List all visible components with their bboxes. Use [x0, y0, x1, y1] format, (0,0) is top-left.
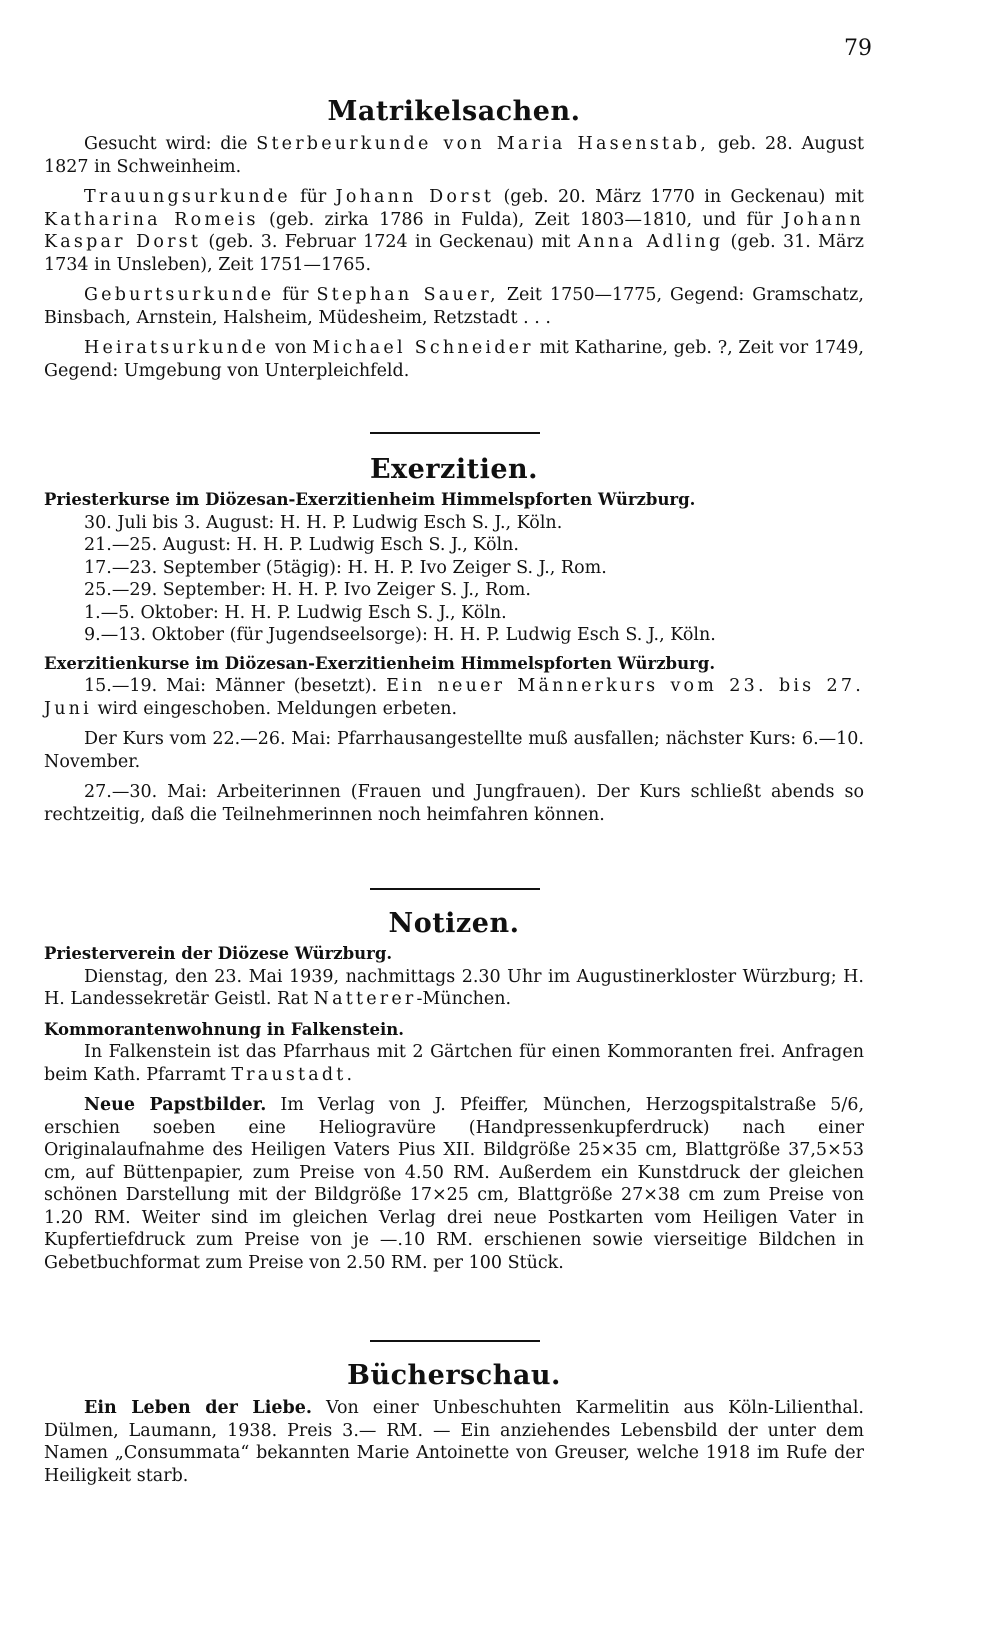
- spaced-text: Heiratsurkunde: [84, 338, 270, 358]
- text: -München.: [416, 989, 512, 1009]
- text: geb. 28. August 1827 in Schweinheim.: [44, 134, 864, 177]
- section-matrikel: [44, 96, 864, 382]
- section-notizen: [44, 908, 864, 1274]
- paragraph-geburtsurkunde: [44, 284, 864, 329]
- spaced-text: Ein neuer Männerkurs vom 23. bis 27. Juni: [44, 676, 864, 719]
- text: wird eingeschoben. Meldungen erbeten.: [97, 698, 458, 719]
- spaced-text: Stephan Sauer,: [316, 285, 499, 305]
- text: für: [282, 285, 309, 305]
- list-item: 25.—29. September: H. H. P. Ivo Zeiger S. J., Rom.: [84, 580, 531, 600]
- list-item: 1.—5. Oktober: H. H. P. Ludwig Esch S. J., Köln.: [84, 602, 507, 623]
- spaced-text: Natterer: [313, 989, 417, 1009]
- list-item: 30. Juli bis 3. August: H. H. P. Ludwig Esch S. J., Köln.: [84, 512, 563, 533]
- subheading-priesterverein: Priesterverein der Diözese Würzburg.: [44, 944, 393, 963]
- divider: [370, 888, 540, 890]
- text: In Falkenstein ist das Pfarrhaus mit 2 Gärtchen für einen Kommoranten frei. Anfragen beim Kath. Pfarramt: [44, 1042, 864, 1085]
- spaced-text: Johann Kaspar Dorst: [44, 209, 864, 252]
- text: für: [300, 187, 327, 207]
- section-buecherschau: [44, 1360, 864, 1487]
- text: Dienstag, den 23. Mai 1939, nachmittags 2.30 Uhr im Augustinerkloster Würzburg; H. H. Landessekretär Geistl. Rat: [44, 966, 864, 1009]
- lead-in: Neue Papstbilder.: [84, 1095, 267, 1115]
- heading-exerzitien: Exerzitien.: [369, 454, 539, 485]
- text: (geb. 31. März 1734 in Unsleben), Zeit 1751—1765.: [44, 232, 864, 275]
- text: von: [274, 338, 307, 358]
- heading-notizen: Notizen.: [388, 908, 520, 939]
- text: (geb. zirka 1786 in Fulda), Zeit 1803—1810, und für: [269, 209, 773, 230]
- spaced-text: Trauungsurkunde: [84, 187, 291, 207]
- spaced-text: Geburtsurkunde: [84, 285, 275, 305]
- subheading-priesterkurse: Priesterkurse im Diözesan-Exerzitienheim Himmelspforten Würzburg.: [44, 490, 696, 509]
- divider: [370, 432, 540, 434]
- list-item: 9.—13. Oktober (für Jugendseelsorge): H. H. P. Ludwig Esch S. J., Köln.: [84, 625, 716, 645]
- paragraph-buchbesprechung: [44, 1397, 864, 1487]
- spaced-text: Katharina Romeis: [44, 209, 259, 230]
- spaced-text: Johann Dorst: [335, 187, 495, 207]
- divider: [370, 1340, 540, 1342]
- text: Von einer Unbeschuhten Karmelitin aus Köln-Lilienthal. Dülmen, Laumann, 1938. Preis 3.— RM. — Ein anziehendes Lebensbild der unter dem Namen „Consummata“ bekannten Marie Antoinette von Greuser, welche 1918 im Rufe der Heiligkeit starb.: [44, 1398, 864, 1486]
- course-list: [44, 512, 864, 647]
- page-number: 79: [844, 36, 872, 61]
- paragraph-heiratsurkunde: [44, 337, 864, 382]
- text: Gesucht wird: die: [84, 134, 248, 154]
- spaced-text: Michael Schneider: [312, 338, 534, 358]
- paragraph-papstbilder: [44, 1094, 864, 1274]
- text: Im Verlag von J. Pfeiffer, München, Herzogspitalstraße 5/6, erschien soeben eine Heliogravüre (Handpressenkupferdruck) nach einer Originalaufnahme des Heiligen Vaters Pius XII. Bildgröße 25×35 cm, Blattgröße 37,5×53 cm, auf Büttenpapier, zum Preise von 4.50 RM. Außerdem ein Kunstdruck der gleichen schönen Darstellung mit der Bildgröße 17×25 cm, Blattgröße 27×38 cm zum Preise von 1.20 RM. Weiter sind im gleichen Verlag drei neue Postkarten vom Heiligen Vater in Kupfertiefdruck zum Preise von je —.10 RM. erschienen sowie vierseitige Bildchen in Gebetbuchformat zum Preise von 2.50 RM. per 100 Stück.: [44, 1095, 865, 1273]
- text: mit Katharine, geb. ?, Zeit vor 1749, Gegend: Umgebung von Unterpleichfeld.: [44, 338, 864, 381]
- paragraph-sterbeurkunde: [44, 133, 864, 178]
- subheading-kommorantenwohnung: Kommorantenwohnung in Falkenstein.: [44, 1019, 405, 1039]
- paragraph-falkenstein: [44, 1041, 864, 1086]
- section-exerzitien: [44, 454, 864, 826]
- text: (geb. 20. März 1770 in Geckenau) mit: [503, 187, 864, 207]
- paragraph-arbeiterinnen: 27.—30. Mai: Arbeiterinnen (Frauen und Jungfrauen). Der Kurs schließt abends so rechtzeitig, daß die Teilnehmerinnen noch heimfahren können.: [44, 782, 864, 825]
- text: Zeit 1750—1775, Gegend: Gramschatz, Binsbach, Arnstein, Halsheim, Müdesheim, Retzstadt . . .: [44, 285, 864, 328]
- list-item: 17.—23. September (5tägig): H. H. P. Ivo Zeiger S. J., Rom.: [84, 557, 607, 578]
- text: (geb. 3. Februar 1724 in Geckenau) mit: [208, 232, 571, 252]
- paragraph-pfarrhausangestellte: Der Kurs vom 22.—26. Mai: Pfarrhausangestellte muß ausfallen; nächster Kurs: 6.—10. November.: [44, 729, 864, 772]
- text: 15.—19. Mai: Männer (besetzt).: [84, 676, 378, 696]
- paragraph-versammlung: [44, 966, 864, 1011]
- heading-matrikel: Matrikelsachen.: [327, 96, 581, 127]
- heading-buecherschau: Bücherschau.: [347, 1360, 561, 1391]
- paragraph-trauungsurkunde: [44, 186, 864, 276]
- spaced-text: Traustadt.: [231, 1064, 356, 1085]
- lead-in: Ein Leben der Liebe.: [84, 1398, 312, 1418]
- spaced-text: Sterbeurkunde von Maria Hasenstab,: [256, 134, 710, 154]
- spaced-text: Anna Adling: [577, 232, 724, 252]
- subheading-exerzitienkurse: Exerzitienkurse im Diözesan-Exerzitienheim Himmelspforten Würzburg.: [44, 653, 716, 673]
- list-item: 21.—25. August: H. H. P. Ludwig Esch S. J., Köln.: [84, 535, 519, 555]
- paragraph-maenner: [44, 675, 864, 720]
